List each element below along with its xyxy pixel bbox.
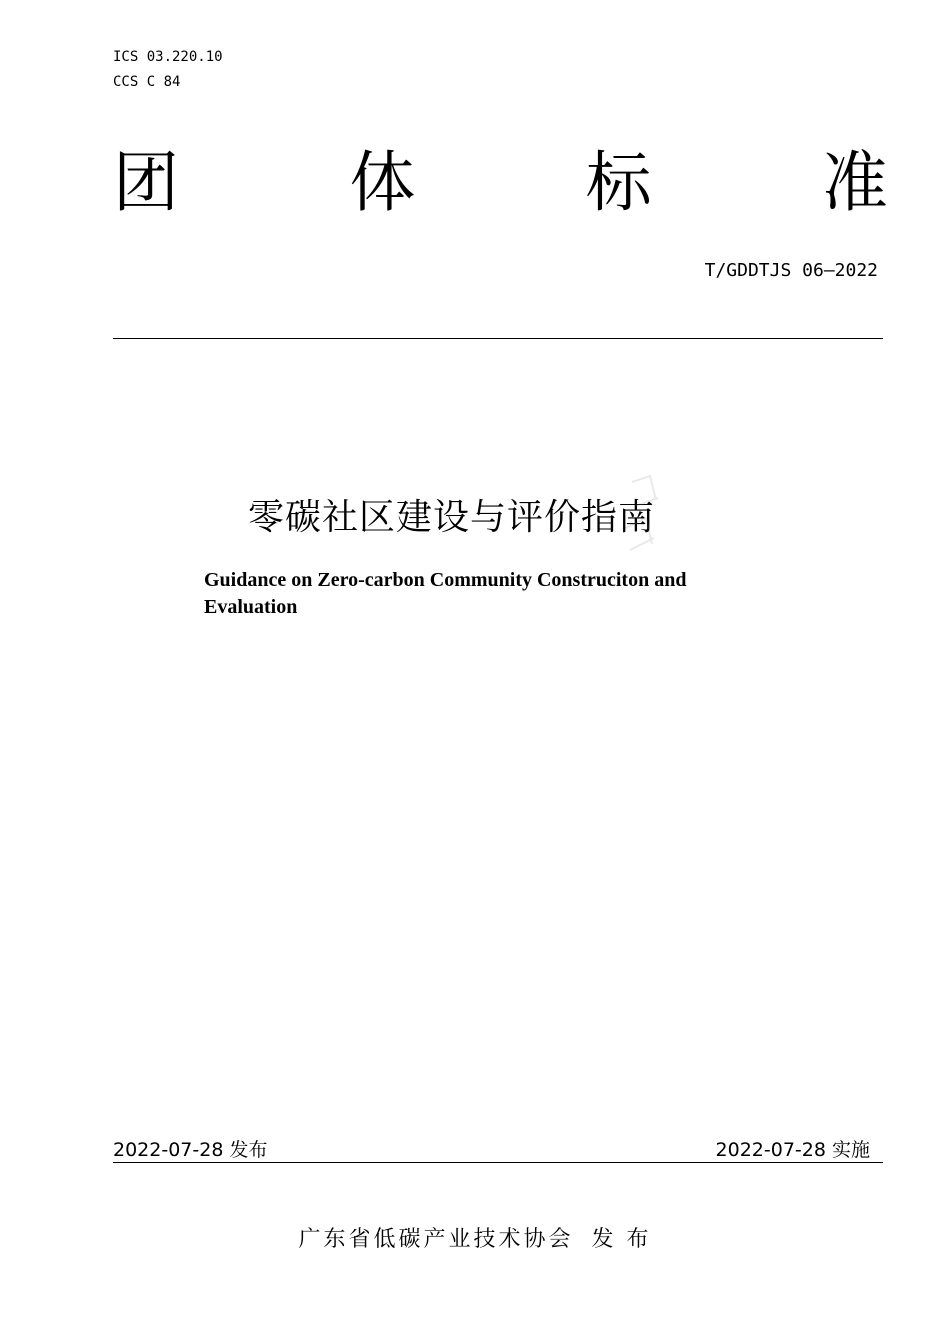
ics-code: ICS 03.220.10 [113,49,223,65]
issue-date [113,1137,267,1163]
issue-date-value: 2022-07-28 [113,1139,224,1161]
document-type-heading [113,140,888,225]
top-divider [113,338,883,339]
implementation-date [716,1137,870,1163]
ccs-code: CCS C 84 [113,74,181,90]
publisher-action: 发 布 [591,1227,652,1252]
implementation-label: 实施 [831,1139,870,1161]
publisher-name: 广东省低碳产业技术协会 [298,1227,574,1252]
title-english: Guidance on Zero-carbon Community Construciton and Evaluation [204,569,687,618]
heading-char: 准 [821,144,888,221]
watermark-stamp [612,470,692,570]
title-chinese: 零碳社区建设与评价指南 [248,497,656,538]
heading-char: 团 [113,144,179,221]
implementation-date-value: 2022-07-28 [715,1139,826,1161]
standard-number: T/GDDTJS 06—2022 [704,260,878,281]
heading-char: 体 [349,144,416,221]
bottom-divider [113,1162,883,1163]
publisher-line [0,1224,950,1256]
heading-char: 标 [585,144,652,221]
issue-label: 发布 [229,1139,268,1161]
